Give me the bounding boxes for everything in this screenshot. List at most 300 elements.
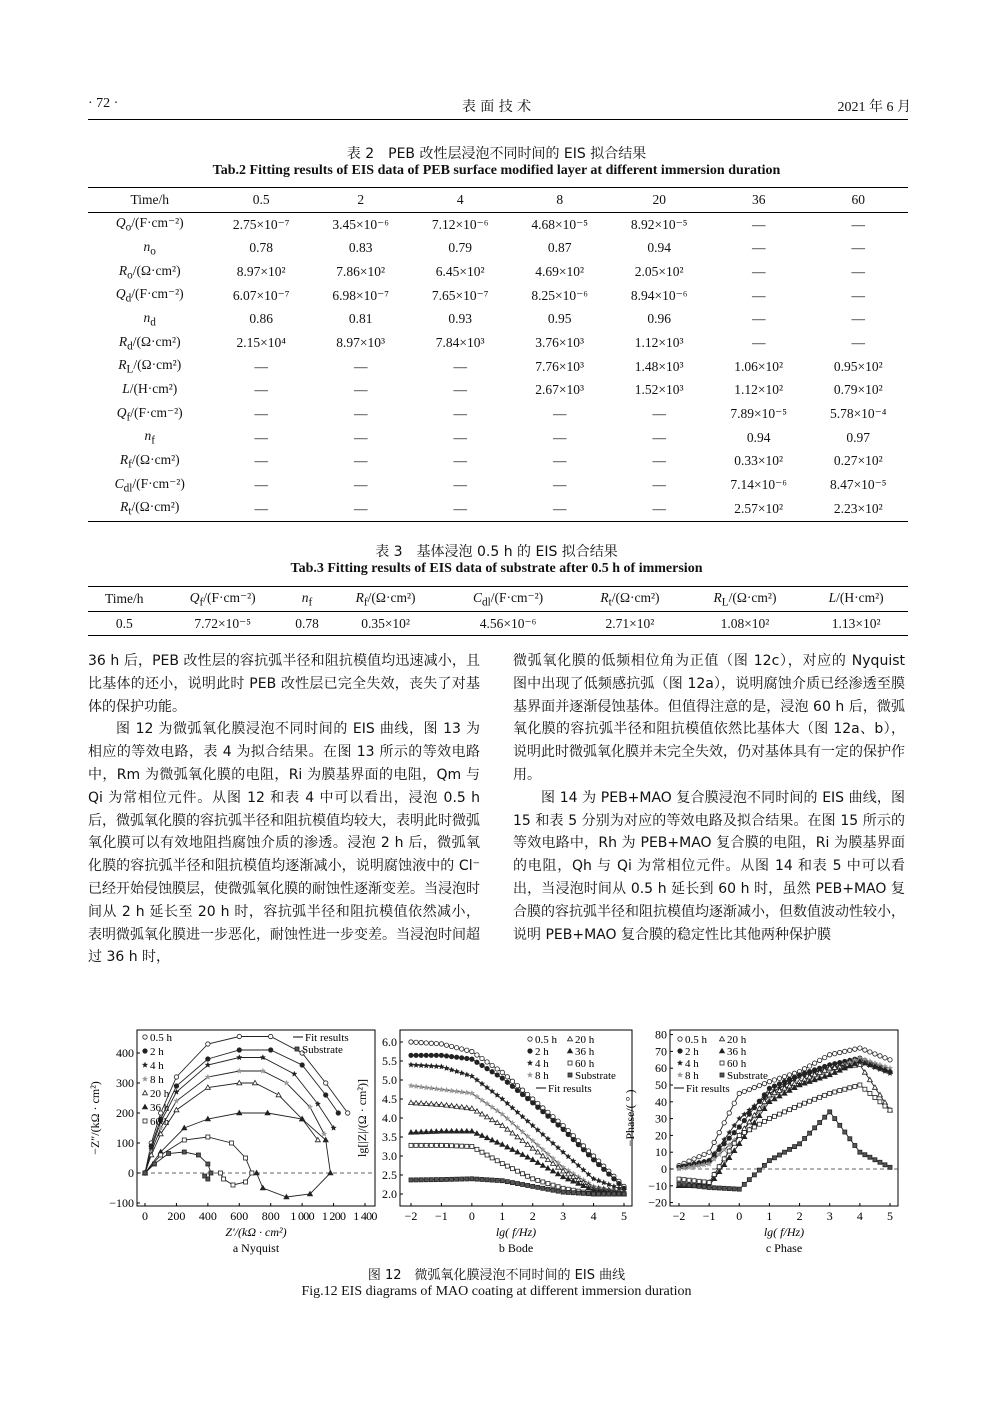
data-point — [540, 1163, 545, 1167]
table-cell: 1.12×10² — [734, 382, 784, 398]
subscript: f — [128, 458, 132, 471]
data-point — [822, 1055, 826, 1059]
table-cell: 7.72×10⁻⁵ — [194, 615, 251, 631]
data-point — [551, 1169, 556, 1173]
data-point — [888, 1058, 892, 1062]
symbol: C — [114, 475, 124, 491]
table-cell: 1.48×10³ — [634, 358, 684, 374]
symbol: n — [301, 589, 309, 605]
data-point — [541, 1180, 545, 1184]
data-point — [460, 1056, 464, 1060]
data-point — [803, 1136, 807, 1140]
data-point — [439, 1053, 443, 1057]
x-axis-label: lg( f/Hz) — [763, 1225, 805, 1239]
column-header — [285, 587, 330, 612]
data-point — [702, 1152, 706, 1156]
data-point — [727, 1136, 731, 1140]
table-cell: 7.14×10⁻⁶ — [730, 477, 787, 493]
table-cell: — — [552, 429, 567, 445]
symbol: R — [118, 357, 127, 373]
data-point — [540, 1153, 545, 1157]
data-point — [568, 1048, 573, 1052]
y-axis-label: −Z″/(kΩ · cm²) — [88, 1081, 102, 1155]
page-number: · 72 · — [88, 96, 119, 111]
row-label — [88, 450, 211, 474]
data-point — [505, 1180, 509, 1184]
subscript: f — [151, 435, 155, 448]
data-point — [692, 1179, 696, 1183]
subscript: f — [126, 411, 131, 424]
data-point — [424, 1143, 428, 1147]
figure-12 — [0, 1018, 993, 1262]
row-label — [88, 212, 211, 236]
data-point — [873, 1096, 877, 1100]
x-tick-label: 0 — [468, 1209, 475, 1223]
data-point — [418, 1084, 423, 1089]
data-point — [434, 1064, 439, 1069]
data-point — [878, 1054, 882, 1058]
x-tick-label: 800 — [261, 1209, 280, 1223]
body-left-column — [88, 650, 480, 969]
data-point — [454, 1046, 458, 1050]
unit: /(F·cm⁻²) — [130, 404, 183, 420]
data-point — [546, 1187, 550, 1191]
paragraph: 微弧氧化膜的低频相位角为正值（图 12c），对应的 Nyquist 图中出现了低频感抗弧（图 12a），说明腐蚀介质已经渗透至膜基界面并逐渐侵蚀基体。但值得注意的是，浸泡 60 h 后，微弧氧化膜的容抗弧半径和阻抗模值依然比基体大（图 12a、b），说明此时微弧氧化膜并未完全失效，仍对基体具有一定的保护作用。 — [513, 653, 905, 783]
data-point — [802, 1067, 806, 1071]
data-point — [439, 1087, 444, 1092]
column-header: 60 — [808, 188, 908, 213]
table-row — [88, 331, 908, 355]
table-cell: 7.84×10³ — [435, 334, 485, 350]
data-point — [510, 1167, 514, 1171]
table-row — [88, 355, 908, 379]
data-point — [732, 1130, 736, 1134]
paragraph: 36 h 后，PEB 改性层的容抗弧半径和阻抗模值均迅速减小，且比基体的还小，说明此时 PEB 改性层已完全失效，丧失了对基体的保护功能。 — [88, 653, 480, 715]
table-cell: 8.94×10⁻⁶ — [630, 287, 688, 303]
data-point — [495, 1159, 499, 1163]
data-point — [546, 1114, 550, 1118]
data-point — [777, 1112, 781, 1116]
table-cell: 2.71×10² — [605, 615, 655, 631]
legend-label: 0.5 h — [535, 1034, 557, 1046]
data-point — [878, 1100, 882, 1104]
data-point — [419, 1053, 423, 1057]
data-point — [495, 1073, 499, 1077]
y-tick-label: 70 — [655, 1044, 667, 1059]
x-tick-label: 400 — [198, 1209, 217, 1223]
data-point — [551, 1161, 556, 1165]
table-row — [88, 212, 908, 236]
table-cell: — — [254, 453, 268, 469]
data-point — [752, 1125, 756, 1129]
data-point — [449, 1054, 453, 1058]
data-point — [752, 1085, 756, 1089]
data-point — [541, 1109, 545, 1113]
table-cell: 0.94 — [647, 240, 672, 256]
row-label — [88, 331, 211, 355]
data-point — [292, 1071, 297, 1076]
legend-label: 60 h — [727, 1058, 747, 1070]
table-cell: 0.93 — [448, 311, 473, 327]
table-cell: — — [353, 429, 368, 445]
data-point — [678, 1049, 682, 1053]
table-cell: — — [652, 500, 666, 516]
unit: /(Ω·cm²) — [131, 499, 180, 515]
symbol: R — [119, 452, 129, 468]
data-point — [450, 1177, 454, 1181]
legend-label: 0.5 h — [685, 1034, 707, 1046]
subscript: t — [608, 596, 612, 609]
data-point — [757, 1122, 761, 1126]
table-cell: — — [552, 500, 567, 516]
row-label — [88, 307, 211, 331]
data-point — [500, 1123, 505, 1127]
data-point — [692, 1184, 696, 1188]
data-point — [848, 1048, 852, 1052]
table-cell: 8.25×10⁻⁶ — [531, 287, 588, 303]
table-cell: 2.05×10² — [634, 263, 684, 279]
data-point — [581, 1191, 585, 1195]
table3-title-en: Tab.3 Fitting results of EIS data of substrate after 0.5 h of immersion — [290, 561, 703, 576]
y-tick-label: 60 — [655, 1061, 667, 1076]
data-point — [853, 1084, 857, 1088]
data-point — [566, 1190, 570, 1194]
data-point — [556, 1189, 560, 1193]
data-point — [545, 1157, 550, 1161]
y-tick-label: 30 — [655, 1111, 667, 1126]
data-point — [500, 1076, 504, 1080]
data-point — [429, 1053, 433, 1057]
table-cell: — — [254, 477, 268, 493]
x-tick-label: 4 — [856, 1209, 863, 1223]
data-point — [300, 1063, 304, 1067]
table-cell: 0.83 — [348, 240, 373, 256]
data-point — [260, 1068, 265, 1073]
data-point — [490, 1070, 494, 1074]
legend-label: 4 h — [685, 1058, 699, 1070]
data-point — [346, 1111, 350, 1115]
data-point — [465, 1048, 469, 1052]
column-header: 20 — [609, 188, 709, 213]
unit: /(Ω·cm²) — [611, 589, 660, 605]
x-axis-label: Z′/(kΩ · cm²) — [225, 1225, 287, 1239]
data-point — [480, 1177, 484, 1181]
data-point — [182, 1138, 186, 1142]
data-point — [873, 1158, 877, 1162]
data-point — [475, 1060, 479, 1064]
body-right-column — [513, 650, 905, 946]
data-point — [812, 1061, 816, 1065]
unit: /(Ω·cm²) — [132, 333, 181, 349]
table-row — [88, 473, 908, 497]
subscript: f — [199, 596, 204, 609]
data-point — [788, 1108, 792, 1112]
data-point — [757, 1083, 761, 1087]
table-cell: 8.47×10⁻⁵ — [829, 477, 887, 493]
data-point — [581, 1147, 585, 1151]
table-row — [88, 307, 908, 331]
data-point — [414, 1143, 418, 1147]
data-point — [505, 1075, 509, 1079]
unit: /(F·cm⁻²) — [203, 589, 256, 605]
data-point — [464, 1072, 469, 1077]
table-cell: — — [851, 263, 865, 279]
data-point — [707, 1180, 711, 1184]
data-point — [843, 1049, 847, 1053]
data-point — [868, 1050, 872, 1054]
data-point — [510, 1131, 515, 1135]
data-point — [206, 1042, 210, 1046]
data-point — [237, 1055, 242, 1060]
subscript: d — [125, 292, 132, 305]
y-tick-label: −20 — [648, 1195, 667, 1210]
table-cell: 8.97×10² — [236, 263, 286, 279]
data-point — [324, 1093, 328, 1097]
data-point — [490, 1178, 494, 1182]
y-tick-label: 5.5 — [382, 1054, 397, 1068]
data-point — [707, 1150, 711, 1154]
data-point — [757, 1168, 761, 1172]
data-point — [868, 1091, 872, 1095]
x-tick-label: 1 400 — [353, 1209, 377, 1223]
data-point — [828, 1110, 832, 1114]
data-point — [510, 1079, 514, 1083]
data-point — [485, 1153, 489, 1157]
table-cell: — — [353, 358, 368, 374]
data-point — [460, 1177, 464, 1181]
data-point — [222, 1177, 226, 1181]
data-point — [863, 1087, 867, 1091]
data-point — [677, 1060, 682, 1065]
y-tick-label: 0 — [128, 1166, 134, 1180]
data-point — [465, 1144, 469, 1148]
table-cell: 0.81 — [348, 311, 373, 327]
symbol: Q — [189, 589, 200, 605]
table-cell: 8.92×10⁻⁵ — [630, 216, 688, 232]
table-row — [88, 402, 908, 426]
data-point — [556, 1185, 560, 1189]
table-cell: — — [652, 429, 666, 445]
data-point — [833, 1117, 837, 1121]
data-point — [250, 1171, 254, 1175]
data-point — [419, 1178, 423, 1182]
data-point — [767, 1086, 771, 1090]
data-point — [196, 1153, 200, 1157]
chart-nyquist — [88, 1030, 377, 1255]
y-tick-label: 50 — [655, 1078, 667, 1092]
data-point — [853, 1143, 857, 1147]
table-cell: — — [851, 240, 865, 256]
data-point — [682, 1178, 686, 1182]
data-point — [747, 1128, 751, 1132]
table-row — [88, 260, 908, 284]
data-point — [737, 1091, 741, 1095]
data-point — [707, 1185, 711, 1189]
unit: /(Ω·cm²) — [728, 589, 777, 605]
data-point — [833, 1051, 837, 1055]
data-point — [737, 1133, 741, 1137]
legend-label: Substrate — [727, 1070, 768, 1082]
y-tick-label: 0 — [661, 1162, 667, 1176]
column-header — [442, 587, 574, 612]
data-point — [449, 1067, 454, 1072]
data-point — [419, 1143, 423, 1147]
data-point — [568, 1036, 573, 1040]
legend-label: Substrate — [302, 1044, 343, 1056]
data-point — [413, 1062, 418, 1067]
data-point — [465, 1177, 469, 1181]
x-tick-label: 3 — [560, 1209, 567, 1223]
data-point — [414, 1040, 418, 1044]
table-cell: 4.68×10⁻⁵ — [531, 216, 588, 232]
data-point — [505, 1127, 510, 1131]
data-point — [787, 1073, 791, 1077]
column-header — [88, 587, 161, 612]
data-point — [470, 1177, 474, 1181]
table-cell: 0.33×10² — [734, 453, 784, 469]
column-header — [686, 587, 805, 612]
data-point — [858, 1083, 862, 1087]
data-point — [495, 1178, 499, 1182]
x-tick-label: 0 — [736, 1209, 743, 1223]
data-point — [269, 1034, 273, 1038]
data-point — [545, 1166, 550, 1170]
table-cell: — — [751, 263, 766, 279]
table-cell: — — [353, 406, 368, 422]
data-point — [551, 1118, 555, 1122]
data-point — [803, 1101, 807, 1105]
data-point — [568, 1061, 572, 1065]
x-tick-label: 5 — [621, 1209, 627, 1223]
data-point — [409, 1178, 413, 1182]
fit-line — [145, 1071, 324, 1173]
y-tick-label: 300 — [116, 1076, 134, 1090]
y-tick-label: 40 — [655, 1094, 667, 1109]
data-point — [424, 1178, 428, 1182]
data-point — [566, 1132, 570, 1136]
data-point — [424, 1085, 429, 1090]
column-header — [574, 587, 686, 612]
data-point — [883, 1104, 887, 1108]
table-header-row — [88, 188, 908, 213]
data-point — [450, 1144, 454, 1148]
data-point — [527, 1060, 532, 1065]
row-label — [88, 236, 211, 260]
data-point — [858, 1150, 862, 1154]
data-point — [414, 1053, 418, 1057]
legend — [527, 1034, 616, 1095]
data-point — [324, 1081, 328, 1085]
data-point — [445, 1177, 449, 1181]
data-point — [510, 1084, 514, 1088]
data-point — [602, 1192, 606, 1196]
data-point — [439, 1143, 443, 1147]
data-point — [485, 1114, 490, 1118]
data-point — [601, 1180, 606, 1185]
data-point — [528, 1049, 532, 1053]
legend-label: Substrate — [575, 1070, 616, 1082]
y-tick-label: 20 — [655, 1128, 667, 1143]
data-point — [722, 1121, 726, 1125]
data-point — [697, 1179, 701, 1183]
issue-date: 2021 年 6 月 — [837, 100, 911, 115]
symbol: Q — [116, 404, 127, 420]
data-point — [682, 1183, 686, 1187]
legend-label: 20 h — [727, 1034, 747, 1046]
table-cell: 4.56×10⁻⁶ — [479, 615, 537, 631]
data-point — [677, 1182, 681, 1186]
data-point — [848, 1086, 852, 1090]
data-point — [720, 1048, 725, 1052]
data-point — [622, 1192, 626, 1196]
table-cell: 1.06×10² — [734, 358, 784, 374]
legend-label: 36 h — [150, 1102, 170, 1114]
data-point — [505, 1164, 509, 1168]
data-point — [727, 1111, 731, 1115]
data-point — [418, 1063, 423, 1068]
data-point — [475, 1177, 479, 1181]
data-point — [429, 1178, 433, 1182]
data-point — [576, 1191, 580, 1195]
data-point — [269, 1048, 273, 1052]
legend-label: 4 h — [535, 1058, 549, 1070]
figure-content — [88, 1028, 898, 1255]
table-cell: — — [851, 216, 865, 232]
y-tick-label: 5.0 — [382, 1073, 397, 1087]
legend-label: 8 h — [685, 1070, 699, 1082]
table-cell: 0.87 — [547, 240, 572, 256]
table-cell: 7.86×10² — [336, 263, 386, 279]
data-point — [459, 1070, 464, 1075]
data-point — [747, 1087, 751, 1091]
legend-label: 60 h — [150, 1116, 170, 1128]
data-point — [531, 1184, 535, 1188]
table-row — [88, 450, 908, 474]
table-cell: 0.97 — [846, 429, 871, 445]
data-point — [798, 1103, 802, 1107]
data-point — [505, 1080, 509, 1084]
data-point — [612, 1177, 616, 1181]
data-point — [444, 1065, 449, 1070]
table-cell: — — [751, 334, 766, 350]
data-point — [434, 1086, 439, 1091]
header-rule — [88, 119, 908, 120]
data-point — [807, 1064, 811, 1068]
table3-title-cn: 表 3 基体浸泡 0.5 h 的 EIS 拟合结果 — [375, 544, 618, 560]
subscript: d — [150, 316, 156, 329]
symbol: n — [144, 428, 152, 444]
legend-label: 8 h — [150, 1074, 164, 1086]
data-point — [424, 1041, 428, 1045]
table-cell: — — [453, 500, 467, 516]
chart-subtitle: c Phase — [765, 1241, 803, 1255]
data-point — [152, 1162, 156, 1166]
data-point — [602, 1167, 606, 1171]
data-point — [244, 1156, 248, 1160]
data-point — [143, 1049, 147, 1053]
data-point — [218, 1171, 222, 1175]
data-point — [561, 1127, 565, 1131]
subscript: t — [128, 506, 132, 519]
data-point — [237, 1034, 241, 1038]
data-point — [561, 1174, 566, 1178]
y-tick-label: 3.5 — [382, 1130, 397, 1144]
data-point — [454, 1089, 459, 1094]
data-point — [712, 1186, 716, 1190]
data-point — [174, 1098, 179, 1103]
table-cell: — — [453, 406, 467, 422]
legend-label: 0.5 h — [150, 1032, 172, 1044]
